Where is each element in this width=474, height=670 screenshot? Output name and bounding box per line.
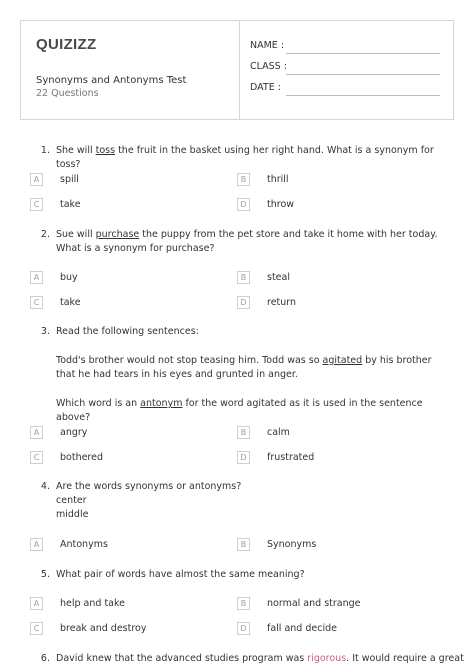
option-letter: D bbox=[237, 296, 250, 309]
underlined-word: purchase bbox=[95, 229, 140, 240]
option-letter: D bbox=[237, 198, 250, 211]
option-letter: C bbox=[30, 296, 43, 309]
option-text: thrill bbox=[267, 174, 289, 185]
question-text bbox=[56, 652, 464, 666]
option-1a[interactable] bbox=[30, 173, 79, 186]
text-segment: by his brother that he had tears in his eyes and grunted in anger. bbox=[56, 355, 432, 380]
question-number: 5. bbox=[40, 569, 50, 580]
name-line[interactable] bbox=[286, 53, 440, 54]
question-text bbox=[56, 228, 446, 256]
option-letter: A bbox=[30, 538, 43, 551]
option-letter: B bbox=[237, 271, 250, 284]
option-text: calm bbox=[267, 427, 290, 438]
option-3d[interactable] bbox=[237, 451, 314, 464]
question-text bbox=[56, 144, 446, 172]
header-frame bbox=[20, 20, 454, 120]
header-divider bbox=[239, 20, 240, 120]
text-segment: Todd's brother would not stop teasing him. Todd was so bbox=[56, 355, 323, 366]
option-letter: B bbox=[237, 597, 250, 610]
option-text: return bbox=[267, 297, 297, 308]
underlined-word: agitated bbox=[322, 355, 363, 366]
text-segment: Sue will bbox=[56, 229, 96, 240]
question-text-block bbox=[56, 480, 446, 522]
option-2c[interactable] bbox=[30, 296, 81, 309]
question-number: 3. bbox=[40, 326, 50, 337]
option-letter: B bbox=[237, 426, 250, 439]
option-text: fall and decide bbox=[267, 623, 337, 634]
option-text: throw bbox=[267, 199, 295, 210]
option-5a[interactable] bbox=[30, 597, 125, 610]
text-segment: the puppy from the pet store and take it home with her today. What is a synonym for purchase? bbox=[56, 229, 438, 254]
option-4b[interactable] bbox=[237, 538, 316, 551]
option-text: buy bbox=[60, 272, 78, 283]
option-letter: A bbox=[30, 173, 43, 186]
date-label: DATE : bbox=[250, 82, 281, 93]
question-text: Are the words synonyms or antonyms? bbox=[56, 481, 242, 492]
option-text: Antonyms bbox=[60, 539, 108, 550]
option-3c[interactable] bbox=[30, 451, 103, 464]
option-text: steal bbox=[267, 272, 290, 283]
option-5c[interactable] bbox=[30, 622, 147, 635]
name-label: NAME : bbox=[250, 40, 285, 51]
highlighted-word: rigorous bbox=[307, 653, 347, 664]
passage-text bbox=[56, 354, 446, 382]
option-letter: C bbox=[30, 451, 43, 464]
question-number: 1. bbox=[40, 145, 50, 156]
option-letter: C bbox=[30, 622, 43, 635]
option-5b[interactable] bbox=[237, 597, 361, 610]
option-letter: A bbox=[30, 426, 43, 439]
option-letter: A bbox=[30, 597, 43, 610]
date-line[interactable] bbox=[286, 95, 440, 96]
underlined-word: antonym bbox=[140, 398, 183, 409]
word-center: center bbox=[56, 495, 87, 506]
option-3b[interactable] bbox=[237, 426, 290, 439]
option-4a[interactable] bbox=[30, 538, 108, 551]
option-1d[interactable] bbox=[237, 198, 294, 211]
option-text: spill bbox=[60, 174, 79, 185]
option-letter: A bbox=[30, 271, 43, 284]
option-1c[interactable] bbox=[30, 198, 81, 211]
prompt-text bbox=[56, 397, 446, 425]
question-intro: Read the following sentences: bbox=[56, 326, 199, 337]
option-2d[interactable] bbox=[237, 296, 296, 309]
test-title: Synonyms and Antonyms Test bbox=[36, 75, 187, 86]
question-number: 4. bbox=[40, 481, 50, 492]
option-letter: D bbox=[237, 622, 250, 635]
option-letter: B bbox=[237, 173, 250, 186]
option-text: normal and strange bbox=[267, 598, 361, 609]
option-text: Synonyms bbox=[267, 539, 317, 550]
text-segment: for the word agitated as it is used in the sentence above? bbox=[56, 398, 423, 423]
option-text: take bbox=[60, 297, 81, 308]
option-text: bothered bbox=[60, 452, 104, 463]
quizizz-logo: QUIZIZZ bbox=[36, 36, 97, 53]
underlined-word: toss bbox=[95, 145, 116, 156]
option-text: help and take bbox=[60, 598, 126, 609]
text-segment: the fruit in the basket using her right hand. What is a synonym for toss? bbox=[56, 145, 434, 170]
option-letter: C bbox=[30, 198, 43, 211]
question-text: What pair of words have almost the same meaning? bbox=[56, 569, 305, 580]
option-2b[interactable] bbox=[237, 271, 290, 284]
word-middle: middle bbox=[56, 509, 89, 520]
option-text: angry bbox=[60, 427, 88, 438]
option-3a[interactable] bbox=[30, 426, 87, 439]
option-1b[interactable] bbox=[237, 173, 289, 186]
option-2a[interactable] bbox=[30, 271, 78, 284]
text-segment: David knew that the advanced studies program was bbox=[56, 653, 308, 664]
text-segment: Which word is an bbox=[56, 398, 141, 409]
option-text: take bbox=[60, 199, 81, 210]
option-text: break and destroy bbox=[60, 623, 147, 634]
question-number: 2. bbox=[40, 229, 50, 240]
option-text: frustrated bbox=[267, 452, 315, 463]
class-label: CLASS : bbox=[250, 61, 287, 72]
text-segment: She will bbox=[56, 145, 96, 156]
question-number: 6. bbox=[40, 653, 50, 664]
option-letter: D bbox=[237, 451, 250, 464]
text-segment: . It would require a great bbox=[346, 653, 464, 664]
option-5d[interactable] bbox=[237, 622, 337, 635]
option-letter: B bbox=[237, 538, 250, 551]
class-line[interactable] bbox=[286, 74, 440, 75]
question-count: 22 Questions bbox=[36, 88, 99, 99]
